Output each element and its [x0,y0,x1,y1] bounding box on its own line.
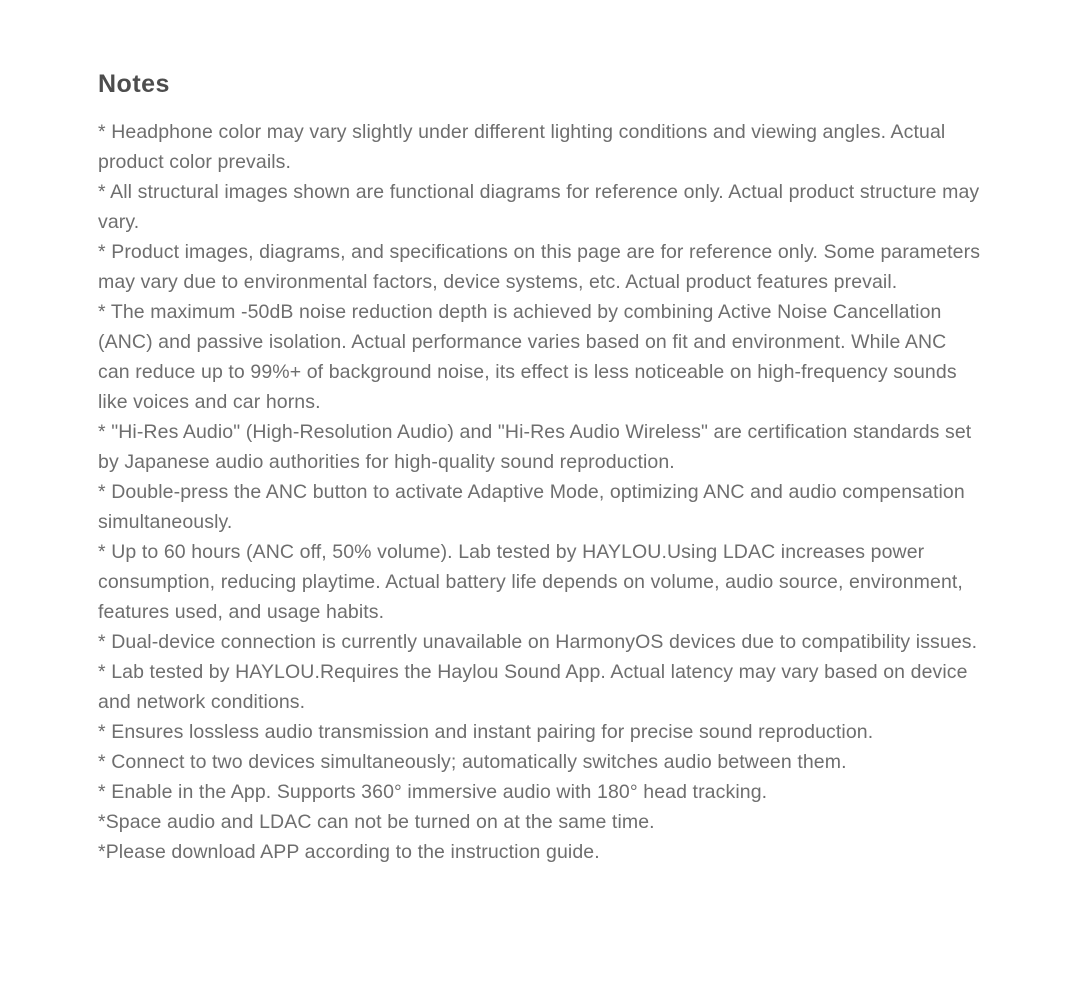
note-item: *Please download APP according to the instruction guide. [98,841,600,863]
note-item: *Space audio and LDAC can not be turned on at the same time. [98,811,655,833]
note-item: * The maximum -50dB noise reduction depth is achieved by combining Active Noise Cancellation (ANC) and passive isolation. Actual performance varies based on fit and environment. While ANC can reduce up to 99%+ of background noise, its effect is less noticeable on high-frequency sounds like voices and car horns. [98,301,957,413]
notes-list [98,117,982,867]
note-item: * Up to 60 hours (ANC off, 50% volume). Lab tested by HAYLOU.Using LDAC increases power consumption, reducing playtime. Actual battery life depends on volume, audio source, environment, features used, and usage habits. [98,541,963,623]
note-item: * Enable in the App. Supports 360° immersive audio with 180° head tracking. [98,781,768,803]
note-item: * "Hi-Res Audio" (High-Resolution Audio) and "Hi-Res Audio Wireless" are certification standards set by Japanese audio authorities for high-quality sound reproduction. [98,421,972,473]
note-item: * Double-press the ANC button to activate Adaptive Mode, optimizing ANC and audio compensation simultaneously. [98,481,965,533]
note-item: * Product images, diagrams, and specifications on this page are for reference only. Some parameters may vary due to environmental factors, device systems, etc. Actual product features prevail. [98,241,981,293]
note-item: * All structural images shown are functional diagrams for reference only. Actual product structure may vary. [98,181,980,233]
note-item: * Headphone color may vary slightly under different lighting conditions and viewing angles. Actual product color prevails. [98,121,946,173]
notes-section [98,70,984,867]
note-item: * Dual-device connection is currently unavailable on HarmonyOS devices due to compatibility issues. [98,631,978,653]
note-item: * Connect to two devices simultaneously; automatically switches audio between them. [98,751,847,773]
notes-title: Notes [98,70,170,98]
note-item: * Lab tested by HAYLOU.Requires the Haylou Sound App. Actual latency may vary based on device and network conditions. [98,661,968,713]
note-item: * Ensures lossless audio transmission and instant pairing for precise sound reproduction. [98,721,874,743]
